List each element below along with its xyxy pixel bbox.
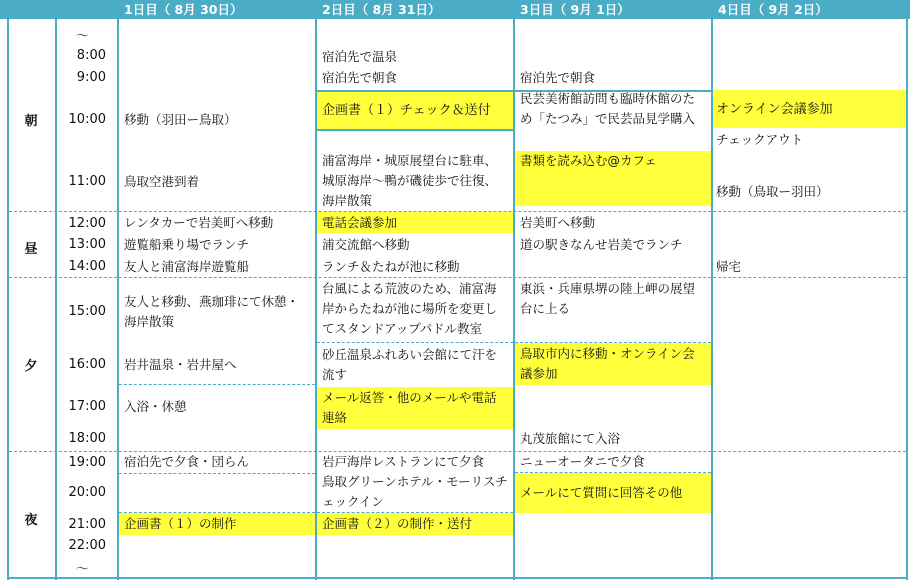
day3-event-1900: ニューオータニで夕食: [520, 454, 645, 469]
day1-event-1600: 岩井温泉・岩井屋へ: [124, 357, 237, 372]
day2-event-2100: 企画書（２）の制作・送付: [322, 516, 473, 531]
time-1100: 11:00: [68, 174, 106, 189]
header-day4: 4日目（ 9月 2日）: [718, 2, 828, 17]
time-2100: 21:00: [68, 517, 106, 532]
day2-event-1600: 砂丘温泉ふれあい会館にて汗を流す: [322, 347, 498, 382]
time-1000: 10:00: [68, 112, 106, 127]
day1-event-2100: 企画書（１）の制作: [124, 516, 237, 531]
day2-event-1900: 岩戸海岸レストランにて夕食: [322, 454, 485, 469]
header-day1: 1日目（ 8月 30日）: [124, 2, 243, 17]
day3-event-1100: 書類を読み込む@カフェ: [520, 153, 657, 168]
header-day3: 3日目（ 9月 1日）: [520, 2, 630, 17]
day2-event-0900: 宿泊先で朝食: [322, 70, 398, 85]
period-divider-day2-b: [316, 129, 513, 131]
time-1600: 16:00: [68, 357, 106, 372]
day2-event-1300: 浦交流館へ移動: [322, 237, 410, 252]
day2-event-2000: 鳥取グリーンホテル・モーリスチェックイン: [322, 474, 508, 509]
period-divider-day2: [316, 90, 513, 92]
day2-event-1500: 台風による荒波のため、浦富海岸からたねが池に場所を変更してスタンドアップパドル教室: [322, 281, 498, 336]
period-night: 夜: [24, 513, 38, 528]
header-day2: 2日目（ 8月 31日）: [322, 2, 441, 17]
divider-day3-1600: [515, 342, 711, 343]
time-1400: 14:00: [68, 259, 106, 274]
time-1700: 17:00: [68, 399, 106, 414]
day2-event-1700: メール返答・他のメールや電話連絡: [322, 390, 497, 425]
border-day1: [315, 19, 317, 580]
day3-event-1600: 鳥取市内に移動・オンライン会議参加: [520, 346, 695, 381]
day2-event-0800: 宿泊先で温泉: [322, 49, 398, 64]
day3-event-1300: 道の駅きなんせ岩美でランチ: [520, 237, 683, 252]
time-0800: 8:00: [76, 48, 106, 63]
day2-event-1100: 浦富海岸・城原展望台に駐車、城原海岸～鴨が磯徒歩で往復、海岸散策: [322, 153, 498, 208]
border-day3: [711, 19, 713, 580]
day1-event-1700: 入浴・休憩: [124, 399, 187, 414]
day3-event-1500: 東浜・兵庫県堺の陸上岬の展望台に上る: [520, 281, 696, 316]
day1-event-1500: 友人と移動、燕珈琲にて休憩・海岸散策: [124, 294, 300, 329]
day4-event-1400: 帰宅: [716, 259, 742, 274]
day4-event-1000: オンライン会議参加: [716, 102, 833, 117]
divider-day2-1600: [317, 342, 513, 343]
divider-day1-1700: [119, 384, 315, 385]
day3-event-1000: 民芸美術館訪問も臨時休館のため「たつみ」で民芸品見学購入: [520, 91, 696, 126]
divider-day1-2100: [119, 512, 315, 513]
time-tilde-bottom: ～: [76, 562, 90, 577]
border-time: [117, 19, 119, 580]
day4-event-1100: 移動（鳥取ー羽田）: [716, 184, 829, 199]
period-evening: 夕: [24, 359, 38, 374]
border-day2: [513, 19, 515, 580]
time-1200: 12:00: [68, 216, 106, 231]
day1-event-1300: 遊覧船乗り場でランチ: [124, 237, 250, 252]
day3-event-1800: 丸茂旅館にて入浴: [520, 431, 621, 446]
time-1300: 13:00: [68, 237, 106, 252]
day2-event-1000: 企画書（１）チェック＆送付: [322, 103, 491, 118]
day1-event-1100: 鳥取空港到着: [124, 174, 200, 189]
time-tilde-top: ～: [76, 29, 90, 44]
day3-event-1200: 岩美町へ移動: [520, 215, 596, 230]
day1-event-1400: 友人と浦富海岸遊覧船: [124, 259, 250, 274]
divider-evening: [9, 277, 906, 278]
time-1900: 19:00: [68, 455, 106, 470]
period-noon: 昼: [24, 242, 38, 257]
day1-event-1900: 宿泊先で夕食・団らん: [124, 454, 250, 469]
border-bottom: [7, 577, 908, 579]
day3-event-0900: 宿泊先で朝食: [520, 70, 596, 85]
divider-day3-2000: [515, 472, 711, 473]
divider-day2-2100: [317, 512, 513, 513]
time-1500: 15:00: [68, 304, 106, 319]
day2-event-1400: ランチ＆たねが池に移動: [322, 259, 460, 274]
day2-event-1200: 電話会議参加: [322, 215, 398, 230]
border-period: [55, 19, 57, 580]
time-0900: 9:00: [76, 70, 106, 85]
time-2200: 22:00: [68, 538, 106, 553]
divider-noon: [9, 211, 906, 212]
border-right: [906, 19, 908, 580]
time-2000: 20:00: [68, 485, 106, 500]
day1-event-1200: レンタカーで岩美町へ移動: [124, 215, 274, 230]
day4-event-1030: チェックアウト: [716, 132, 804, 147]
border-left: [7, 19, 9, 580]
period-morning: 朝: [24, 114, 38, 129]
divider-day1-2000: [119, 473, 315, 474]
day3-event-2000: メールにて質問に回答その他: [520, 485, 683, 500]
day1-event-1000: 移動（羽田ー鳥取）: [124, 112, 237, 127]
time-1800: 18:00: [68, 431, 106, 446]
